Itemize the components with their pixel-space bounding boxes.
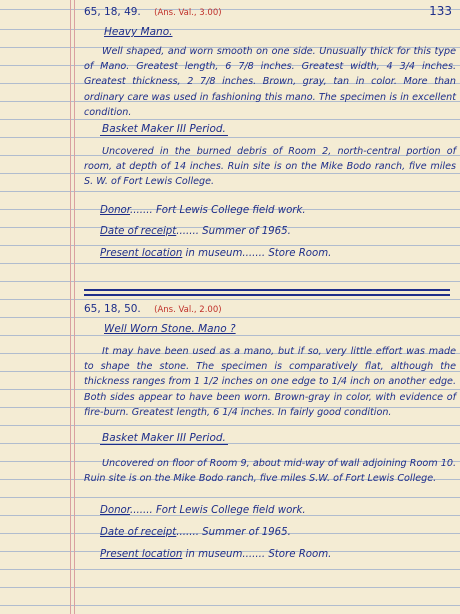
location-field bbox=[100, 549, 331, 560]
value-annotation: (Ans. Val., 2.00) bbox=[154, 305, 222, 315]
entry-header bbox=[84, 303, 222, 315]
margin-line bbox=[70, 0, 71, 614]
entry-provenance: Uncovered in the burned debris of Room 2, north-central portion of room, at depth of 14 inches. Ruin site is on the Mike Bodo ranch, five miles S. W. of Fort Lewis College. bbox=[84, 146, 456, 188]
receipt-label: Date of receipt bbox=[100, 527, 177, 538]
receipt-value: ....... Summer of 1965. bbox=[176, 527, 291, 538]
entry-divider bbox=[84, 294, 450, 296]
value-annotation: (Ans. Val., 3.00) bbox=[154, 8, 222, 18]
entry-title: Heavy Mano. bbox=[104, 26, 173, 38]
location-field bbox=[100, 248, 331, 259]
donor-field bbox=[100, 205, 306, 216]
entry-description: Well shaped, and worn smooth on one side. Unusually thick for this type of Mano. Greatest length, 6 7/8 inches. Greatest width, 4 3/4 inches. Greatest thickness, 2 7/8 inches. Brown, gray, tan in color. More than ordinary care was used in fashioning this mano. The specimen is in excellent condition. bbox=[84, 46, 456, 118]
entry-header bbox=[84, 6, 222, 18]
entry-period: Basket Maker III Period. bbox=[102, 432, 226, 444]
location-label: Present location bbox=[100, 248, 183, 259]
donor-label: Donor bbox=[100, 505, 131, 516]
receipt-field bbox=[100, 527, 291, 538]
entry-title: Well Worn Stone. Mano ? bbox=[104, 323, 236, 335]
page-number: 133 bbox=[429, 4, 452, 18]
receipt-field bbox=[100, 226, 291, 237]
receipt-label: Date of receipt bbox=[100, 226, 177, 237]
catalog-number: 65, 18, 49. bbox=[84, 6, 141, 18]
location-label: Present location bbox=[100, 549, 183, 560]
margin-line bbox=[74, 0, 75, 614]
location-value: in museum....... Store Room. bbox=[185, 248, 332, 259]
donor-field bbox=[100, 505, 306, 516]
entry-description: It may have been used as a mano, but if so, very little effort was made to shape the stone. The specimen is comparatively flat, although the thickness ranges from 1 1/2 inches on one edge to 1/4 inch on another edge. Both sides appear to have been worn. Brown-gray in color, with evidence of fire-burn. Greatest length, 6 1/4 inches. In fairly good condition. bbox=[84, 346, 456, 418]
donor-value: ....... Fort Lewis College field work. bbox=[130, 505, 306, 516]
entry-provenance: Uncovered on floor of Room 9, about mid-way of wall adjoining Room 10. Ruin site is on the Mike Bodo ranch, five miles S.W. of Fort Lewis College. bbox=[84, 458, 456, 485]
location-value: in museum....... Store Room. bbox=[185, 549, 332, 560]
donor-value: ....... Fort Lewis College field work. bbox=[130, 205, 306, 216]
catalog-number: 65, 18, 50. bbox=[84, 303, 141, 315]
donor-label: Donor bbox=[100, 205, 131, 216]
entry-divider bbox=[84, 289, 450, 291]
receipt-value: ....... Summer of 1965. bbox=[176, 226, 291, 237]
entry-period: Basket Maker III Period. bbox=[102, 123, 226, 135]
